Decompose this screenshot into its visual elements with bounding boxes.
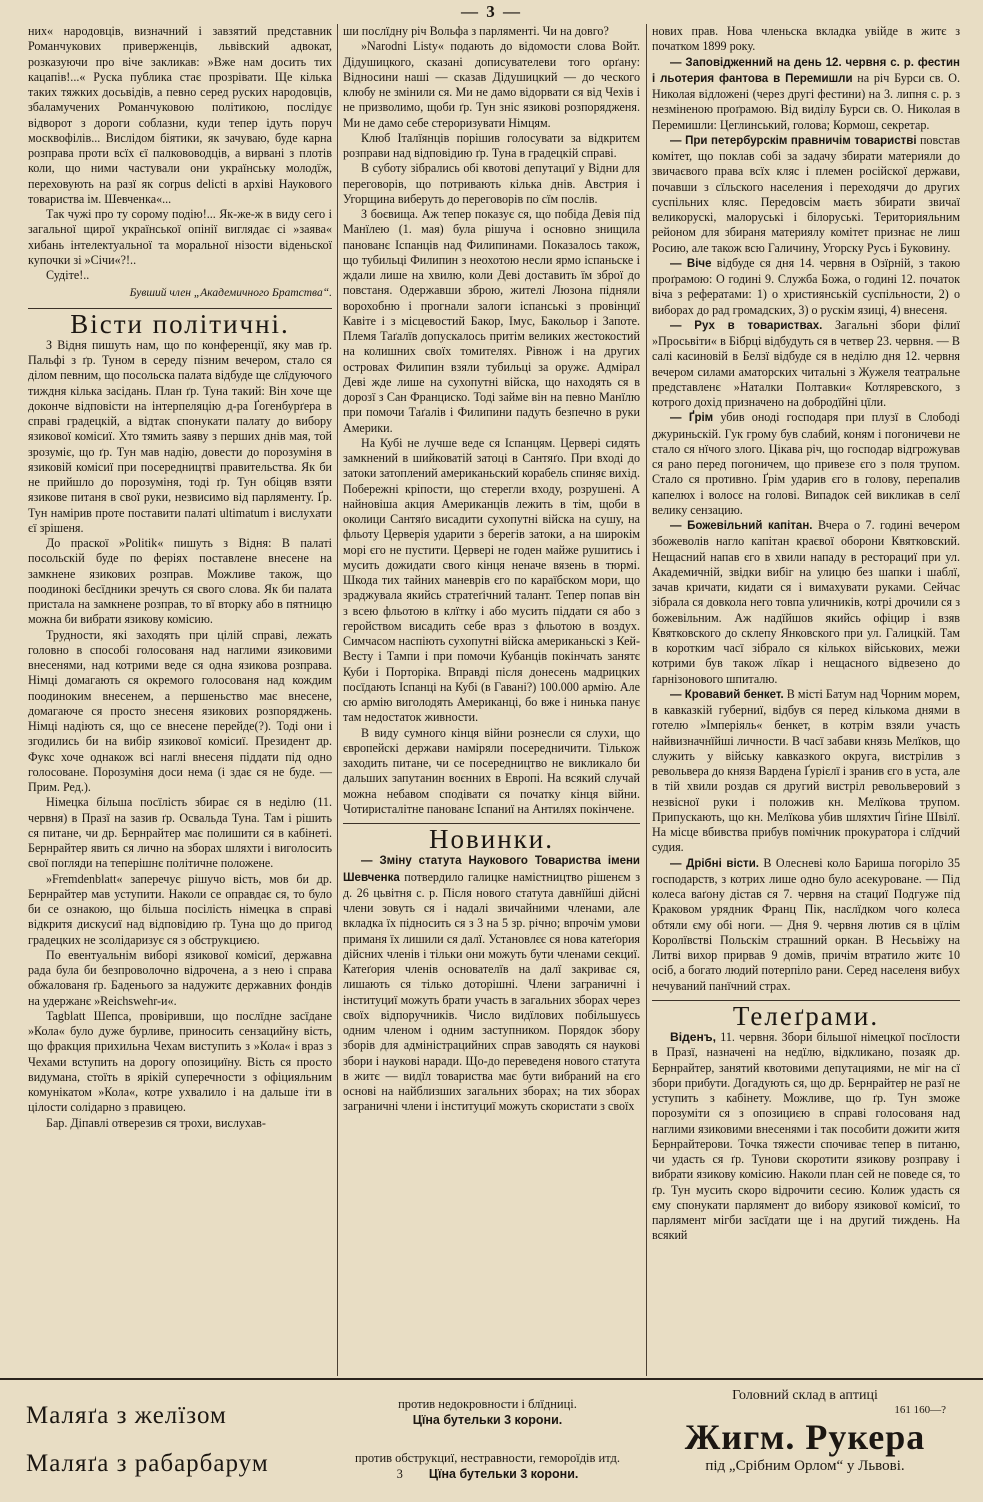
news-item-lead: — Ґрім [670, 412, 714, 425]
paragraph: Трудности, які заходять при цілій справі, лежать головно в способі голосованя над наглими язиковими внесенями, над котрими веде ся одна язикова розправа. Німці домагають ся окремого голосованя над кождим поодиноким внесенем, а першеньство має внесене, домагаюче ся просто знесеня язикових розпоряджень. Німці надіють ся, що се внесене перейде(?). Тоді они і згодились би на вибір язикової комісиї. Президент др. Фукс хоче однакож всі наглі внесеня піддати під одно голосоване. Порозуміня доси нема (і здає ся не буде. — Прим. Ред.). [28, 627, 332, 794]
news-item-lead: — Заповідженний на день 12. червня с. р. фестин і льотерия фантова в Перемишли [652, 56, 960, 85]
signature: Бувший член „Академичного Братства“. [129, 287, 332, 300]
news-item [652, 318, 960, 411]
news-item [652, 518, 960, 687]
telegram-lead: Віденъ, [670, 1030, 716, 1044]
paragraph: Tagblatt Шепса, провіривши, що послїдне засїдане »Кола« було дуже бурливе, приносить сензацийну вість, що фракция прихильна Чехам виступить з »Кола« і враз з Чехами вступить на дорогу опозициїну. Вість ся просто видумана, стоїть в ярікій суперечности з офіцияльним комунікатом »Кола«, котре ухвалило і на дальше іти в цілости солідарно з правицею. [28, 1008, 332, 1115]
ad-description-iron [340, 1396, 635, 1428]
ad-codes: 161 160—? [894, 1404, 946, 1416]
news-item [343, 853, 640, 1114]
news-item-body: повстав комітет, що поклав собі за задачу збирати материяли до звичаєвого права всїх кляс і племен російскої держави, почавши з сїльского населения і переходячи до других суспільних кляс. Передовсім маєть збирати звичаї великорускі, малоруські і білоруські. Територияльним рейоном для збираня материялу комітет признає не лиш Росию, але також всю Галичину, Угорску Русь і Буковину. [652, 132, 960, 255]
paragraph: Німецка більша посїлість збирає ся в неділю (11. червня) в Празї на зазив ґр. Освальда Туна. Там і рішить ся питане, чи др. Бернрайтер має полишити ся в кабінеті. Бернрайтер явить ся лично на зборах шляхти і виголосить свої погляди на теперішнє політичне положене. [28, 795, 332, 871]
news-item [652, 256, 960, 318]
ad-price: Цїна бутельки 3 корони. [428, 1467, 579, 1481]
news-item-lead: — Віче [670, 257, 712, 270]
news-item-body: Загальні збори філиї »Просьвіти« в Бібрці відбудуть ся в четвер 23. червня. — В салі касиновій в Белзї відбуде ся в неділю дня 12. червня вечером силами аматорских читальні з Жужеля театральне представленє »Наталки Полтавки« Котляревского, з котрого дохід призначено на добродїйні цїли. [652, 317, 961, 409]
paragraph: нових прав. Нова членьска вкладка увійде в житє з початком 1899 року. [652, 24, 960, 54]
news-item-lead: — Зміну статута Наукового Товариства імени Шевченка [343, 855, 640, 884]
news-item-lead: — Кровавий бенкет. [670, 688, 784, 701]
ad-desc: против обструкциї, нестравности, гемороїдів итд. [354, 1451, 621, 1465]
news-item-lead: — При петербурскім правничім товаристві [670, 134, 917, 147]
column-middle [343, 24, 640, 1115]
paragraph: Судіте!.. [46, 268, 90, 282]
column-right [652, 24, 960, 1244]
news-item-body: відбуде ся дня 14. червня в Озїрній, з такою проґрамою: О годині 9. Служба Божа, о годині 12. початок віча з рефератами: 1) о хриcтиянській суспільности, 2) о виборах до рад громадских, 3) о рускім язиці, 4) внесеня. [652, 255, 960, 317]
advertisement [0, 1378, 983, 1502]
paragraph: »Fremdenblatt« заперечує рішучо вість, мов би др. Бернрайтер мав уступити. Наколи се оправдає ся, то було би се ознакою, що більша посілість німецка в справі відкритя дискусиї над відповідию ґр. Туна що до пригод градецких не зсолідаризує ся з обструкциєю. [28, 871, 332, 947]
paragraph: Так чужі про ту сорому подію!... Як-же-ж в виду сего і загальної щирої української опінії виглядає сі »заява« хибань інтелектуальної та моральної нізости віденьскої купочки зі »Січи«?!.. [28, 207, 332, 267]
paragraph: ши послїдну річ Вольфа з парляменті. Чи на довго? [343, 24, 609, 38]
telegram-body: 11. червня. Збори більшої німецкої посїлости в Празї, назначені на недїлю, відкликано, позаяк др. Бернрайтер, занятий квотовими депутациями, не міг на сї збори прибути. Догадують ся, що др. Бернрайтер не разї не уступить з кабінету. Можливе, що ґр. Тун зможе порозуміти ся з опозициєю в справі голосованя над наглими язиковими внесенями і так пособити дожити житя Бернрайтерови. Точка тяжести спочиває тепер в питаню, чи удасть ся ґр. Тунови скоротити язикову розправу і вибрати язикову комісию. Наколи план сей не поведе ся, то ґр. Тун мусить скоро відрочити сесию. Колиж удасть ся єму спонукати парлямент до вибору язикової комісиї, то парлямент мігби засїдати ще і на другий тиждень. На всякий [652, 1030, 960, 1243]
paragraph: По евентуальнім виборі язикової комісиї, державна рада була би безпровoлочно відрочена, а з нею і справа обжалованя ґр. Баденього за надужитє державних фондів на удержанє »Reichswehr-и«. [28, 947, 332, 1008]
news-item-body: убив оноді господаря при плузї в Слободі джуриньскій. Гук грому був слабий, коням і погоничеви не стало ся нїчого злого. Цікава річ, що господар відгрожував ся рано перед погоничем, що привезе єго з поля трупом. Стало ся противно. Ґрім ударив єго в голову, перепалив капелюх і волосє на голові. Випадок сей викликав в селї велику сензацию. [652, 410, 960, 517]
news-item-body: В місті Батум над Чорним морем, в кавказкій губерниї, відбув ся перед кількома днями в готелю »Імперіяль« бенкет, в котрім взяли участь найвизначнїйші личности. В часї забави князь Мелїков, що служить у війську кавказкого округа, вистрілив з револьвера до князя Вардена Ґурієлї і зранив єго в уста, але в тій хвили роздав ся другий вистріл револьверовий з незвісної руки і положив кн. Мелїкова трупом. Припускають, що кн. Мелїкова убив шляхтич Ґіґіне Швілї. На місце вбивства прибув помічник прокуратора і слїдчий судия. [652, 686, 960, 855]
news-item-body: Вчера о 7. годині вечером збожеволів нагло капітан краєвої оборони Квятковский. Нещасний напав єго в хвили нападу в ресторациї при ул. Академичній, звідки вибіг на улицю без шапки і шаблї, зачав кричати, кидати ся і вимахувати руками. Сейчас зібрала ся довкола него товпа уличників, котрі дрочили ся з божевільним. Аж надїйшов якийсь офіцир і взяв Квятковского до склепу Янковского при ул. Галицкій. Там в коротким часї зібрало ся кількох військових, межи котрими був також лїкар і нещасного відвезено до ґарнізонового шпиталю. [652, 518, 960, 686]
news-item [652, 133, 960, 256]
ad-product-iron: Маляґа з желїзом [26, 1402, 227, 1429]
paragraph: Бар. Діпавлі отверезив ся трохи, вислухав- [46, 1115, 266, 1130]
ad-price: Цїна бутельки 3 корони. [412, 1413, 563, 1427]
column-divider [337, 24, 338, 1376]
telegram [652, 1030, 960, 1244]
paragraph: До праскої »Politik« пишуть з Відня: В палаті посольскій буде по феріях поставлене внесене на замкнене язикових розправ. Можливе також, що поодинокі бесїдники зречуть ся свого слова. Як би палата пристала на замкнене розправ, то вї вторку або в пятницю можна би вибрати язикову комісию. [28, 536, 332, 627]
page-number: — 3 — [461, 2, 522, 21]
news-item-body: на річ Бурси св. О. Николая відложені (через другі фестини) на 3. липня с. р. з незміненою проґрамою. Від виділу Бурси св. О. Николая в Перемишли: Цеглинський, голова; Кормош, секретар. [652, 70, 960, 132]
news-item [652, 55, 960, 133]
news-item [652, 856, 960, 994]
section-title-telegrams: Телеґрами. [732, 1000, 880, 1031]
news-item [652, 687, 960, 856]
news-item-body: В Олесневі коло Бариша погоріло 35 господарств, з котрих лише одно було асекуроване. — Під колеса ваґону дістав ся 7. червня на стациї Подгуже під Краковом урядник Франц Пік, наслїдком чого колеса обтяли єму обі ноги. — Дня 9. червня лютив ся в цїлім Королївстві Польскім страшний оркан. В Несьвіжу на Литві вихор прирвав 9 домів, причім втратило житє 10 осіб, а богато людий потерпіло рани. Серед населеня вибух нечуваний панїчний страх. [652, 855, 960, 993]
ad-description-rhubarb [340, 1450, 635, 1482]
ad-desc: против недокровности і блїдниці. [398, 1397, 577, 1411]
ad-sign: під „Срібним Орлом“ у Львові. [705, 1458, 905, 1474]
news-item-lead: — Рух в товариствах. [670, 319, 823, 332]
ad-mark: 3 [396, 1467, 403, 1481]
column-left [28, 24, 332, 1131]
news-item-lead: — Божевільний капітан. [670, 520, 813, 532]
paragraph: Клюб Італїянців порішив голосувати за відкритєм розправи над відповідию ґр. Туна в градецкій справі. [343, 130, 640, 160]
paragraph: В виду сумного кінця війни рознесли ся слухи, що європейскі держави наміряли посередничити. Тількож заходить питане, чи се посередництво не викликало би дальших запутанин воєнних в Европі. На всякий случай можна небавом сподівати ся початку кінця війни. Чотиристалітне панованє Іспаниї на Антилях покінчене. [343, 725, 640, 816]
ad-product-rhubarb: Маляґа з рабарбарум [26, 1450, 269, 1477]
ad-pharmacy [650, 1388, 960, 1475]
section-title-politics: Вісти політичні. [70, 308, 290, 339]
column-divider [646, 24, 647, 1376]
news-item-lead: — Дрібні вісти. [670, 857, 759, 870]
news-item [652, 410, 960, 518]
paragraph: них« народовців, визначний і завзятий представник Романчукових приверженців, львівский адвокат, розказуючи про віче закликав: »Вже нам досить тих кацапів!...« Руска публика стає прозрівати. Ще кілька таких тяжких досьвідів, а певно серед руских народовців, збаламучених Романчуковою політикою, послідує відворот з дороги соблазни, куди тепер ідуть поруч москвофілів... Вислідом біятики, як зачуваю, буде карна розправа проти всїх єї палкововодців, а вирвані з плотів коли, що ними частували они українську молодїж, переховують на разї як corpus delicti в архіві Наукового товариства ім. Шевченка«... [28, 24, 332, 206]
paragraph: В суботу зібрались обі квотові депутациї у Відни для переговорів, що потривають кілька днів. Австрия і Угорщина виберуть до переговорів по сїм послів. [343, 161, 640, 206]
paragraph: З боєвища. Аж тепер показує ся, що побіда Девія під Манїлею (1. мая) була рішуча і основно знищила панованє Іспанців над Филипинами. Показалось також, що тубильці Филипин з неохотою несли ярмо іспаньске і ждали лише на хвилю, коли Деві доставить їм зброї до повстаня. Одержавши зброю, жителі Люзона підняли ворохобню і прогнали залоги іспанські з провінциї Кавіте і з місцевостий Бакор, Імус, Бакольор і Запоте. Племя Таґалїв допускалось притім великих жестокостий на колишних своїх томителях. Рівнож і на других островах Филипин взяли тубильці за оружє. Адмірал Деві жде лише на сухопутні війска, що находять ся в дорозї з Сан Франциско. Тоді займе він на певно Манїлю при помочи Таґалів і Филипини падуть безпечно в руки Америки. [343, 207, 640, 435]
news-item-body: потвердило галицке намістництво рішенєм з д. 26 цьвітня с. р. Після нового статута давнїйші дійсні члени зовуть ся і надалі звичайними членами, але вкладка їх підносить ся з 3 на 5 зр. річно; впрочім умови приманя їх лишили ся далї. Установлєє ся нова катеґория дійсних членів і тільки они можуть бути членами секциї. Катеґория членів основателїв на далї закриває ся, лишають ся тілько доторішні. Члени заграничні і інституциї можуть брати участь в загальних зборах через своїх відпоручників. Число видїлових побільшуєсь одним членом і одним заступником. Порядок збору зборів для адміністрацийних справ заводять ся наукові збори і наукові наради. Що-до переведеня нового статута в житє — видїл товариства має бути вибраний на єго основі на найблизших загальних зборах; на тих зборах заграничні члени і інституциї можуть скористати з своїх [343, 869, 640, 1114]
section-title-news: Новинки. [429, 824, 554, 854]
ad-depot: Головний склад в аптиці [732, 1388, 878, 1403]
ad-pharmacist-name: Жигм. Рукера [684, 1417, 926, 1457]
paragraph: На Кубі не лучше веде ся Іспанцям. Церверi сидять замкнений в шийковатій затоці в Сантяґо. При вході до затоки затоплений американьский корабель спиняє вихід. Побережні кріпости, що стерегли входу, розрушені. А найновіша акция Американців лежить в тім, щоби в околици Сантяґо висадити сухопутні війска на сушу, на фльоту Церверія ударити з берегів затоки, а на широкім морі єго не пустити. Церверi не годен майже рушитись і мусить дожидати свого кінця неначе вязень в тюрмі. Шкода тих тайних маневрів єго по караїбском мори, що зраджувала якийсь стратеґічний талант. Тепер попав він з всею фльотою в клїтку і або мусить піддати ся або з геройством висадить себе враз з фльотою в воздух. Симчасом наспіють сухопутні війска американьскі з Кей-Весту і Тампи і при помочи Кубанців покінчать занятє Куби і Порторіка. Вправді після донесень мадрицких посїдають Іспанці на Кубі (в Гавані?) 100.000 армію. Але сю армію виголодять Американці, бо вже і нинька панує там недостаток живности. [343, 435, 640, 725]
paragraph: »Narodni Listy« подають до відомости слова Войт. Дідушицкого, сказані дописувателеви того орґану: Відносини наші — сказав Дідушицкий — до ческого клюбу не змінили ся. Ми не дамо відорвати ся від Чехів і не призволимо, щоби ґр. Тун зніс язикові розпорядженя. Ми не дамо себе стероризувати Німцям. [343, 39, 640, 130]
paragraph: З Відня пишуть нам, що по конференції, яку мав ґр. Пальфі з ґр. Туном в середу пізним вечером, стало ся ділом певним, що посольска палата відбуде ще слїдуючого тиждня кілька засідань. План ґр. Туна такий: Він хоче ще доконче відповісти на інтерпеляцію д-ра Ґогенбурґера в справі градецкій, а відтак спонукати палату до вибору язикової комісиї. Хто тямить заяву з перших днів мая, той зрозуміє, що ґр. Тун мав надію, довести до порозуміня в язиковій комісиї при посередництві правительства. Як би не прийшло до порозуміня, тоді ґр. Тун обіцяв взяти язикове питаня в свої руки, незвисимо від парляменту. Ґр. Тун намірив проте поставити палаті ultimatum і вислухати єї зрішеня. [28, 337, 332, 535]
